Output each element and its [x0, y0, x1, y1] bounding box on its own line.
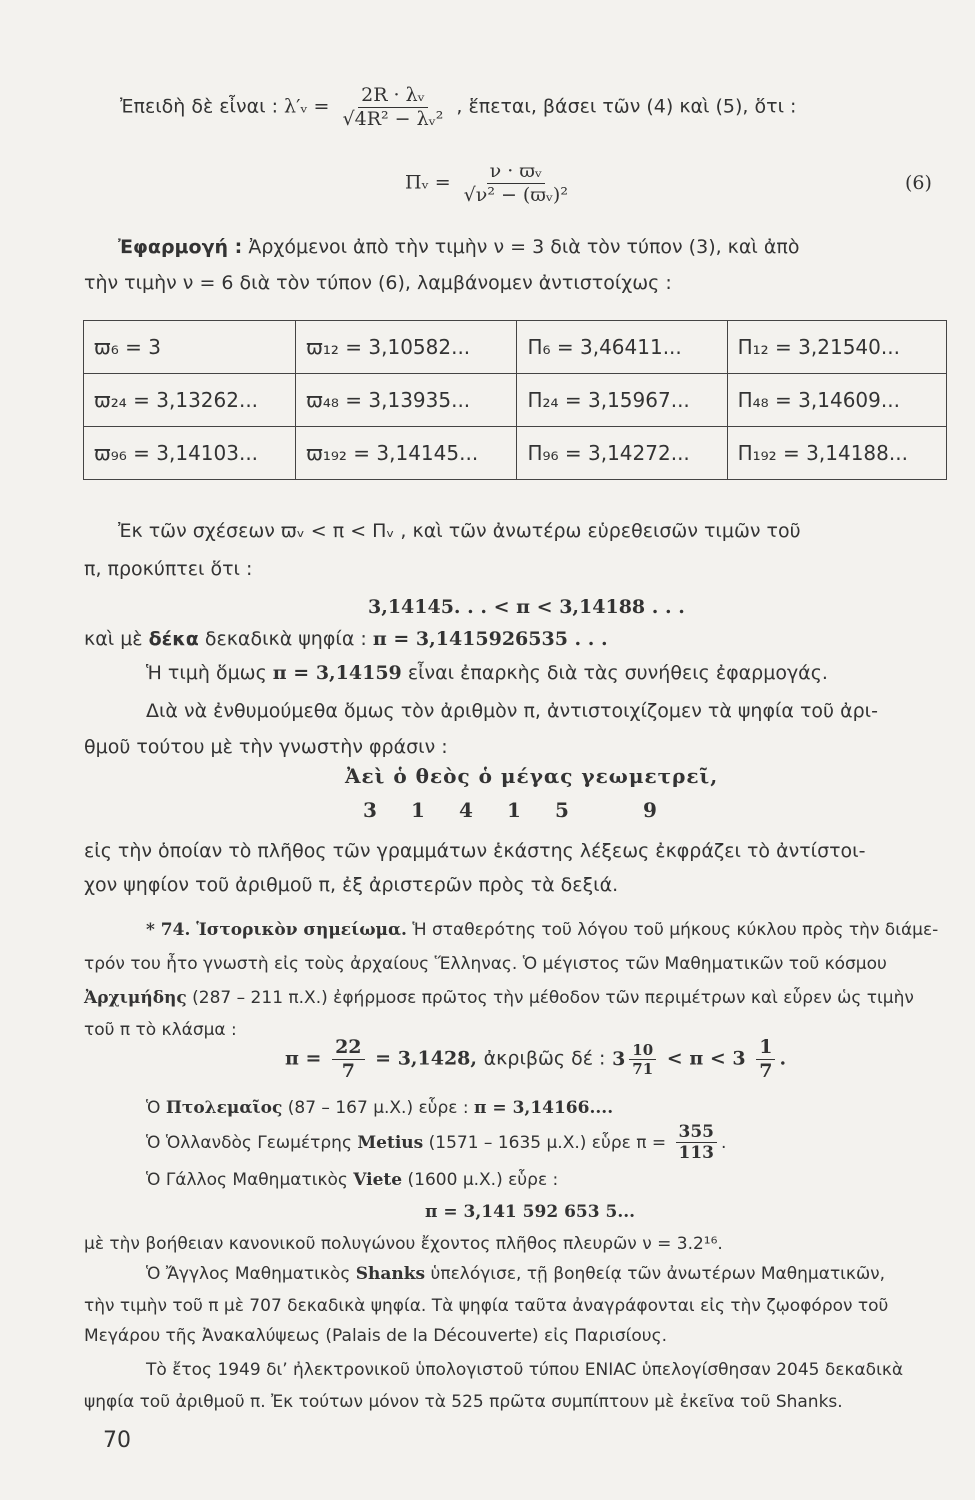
- met-end: .: [721, 1132, 727, 1153]
- pi-inequality: 3,14145. . . < π < 3,14188 . . .: [368, 596, 685, 618]
- mnemonic-digit: 3: [363, 798, 377, 822]
- mnemonic-line-1: εἰς τὴν ὁποίαν τὸ πλῆθος τῶν γραμμάτων ἑκάστης λέξεως ἐκφράζει τὸ ἀντίστοι-: [84, 840, 866, 862]
- pi-ten-decimals: π = 3,1415926535 . . .: [372, 628, 608, 650]
- ptolemy-name: Πτολεμαῖος: [165, 1098, 283, 1118]
- shanks-line-1: [146, 1264, 885, 1284]
- eq6-numerator: ν · ϖᵥ: [487, 160, 545, 184]
- relation-line-2: π, προκύπτει ὅτι :: [84, 558, 253, 580]
- viete-intro: Ὁ Γάλλος Μαθηματικὸς: [146, 1170, 348, 1190]
- values-table: [83, 320, 947, 480]
- history-l3-text: (287 – 211 π.Χ.) ἐφήρμοσε πρῶτος τὴν μέθοδον τῶν περιμέτρων καὶ εὗρεν ὡς τιμὴν: [192, 988, 914, 1008]
- table-cell: ϖ₁₂ = 3,10582...: [296, 321, 517, 374]
- met-den: 113: [678, 1143, 714, 1164]
- relation-line-1: Ἐκ τῶν σχέσεων ϖᵥ < π < Πᵥ , καὶ τῶν ἀνωτέρω εὑρεθεισῶν τιμῶν τοῦ: [118, 520, 801, 542]
- mnemonic-phrase: Ἀεὶ ὁ θεὸς ὁ μέγας γεωμετρεῖ,: [345, 764, 719, 788]
- mnemonic-digit: 5: [555, 798, 569, 822]
- history-line-3: [84, 988, 914, 1008]
- eniac-line-1: Τὸ ἔτος 1949 δι’ ἠλεκτρονικοῦ ὑπολογιστοῦ τύπου ENIAC ὑπελογίσθησαν 2045 δεκαδικὰ: [146, 1360, 904, 1380]
- metius-name: Metius: [357, 1132, 424, 1153]
- met-dates: (1571 – 1635 μ.Χ.) εὗρε π =: [428, 1132, 667, 1153]
- equation-lambda: [120, 84, 796, 131]
- table-cell: ϖ₂₄ = 3,13262...: [84, 374, 296, 427]
- mnemonic-digit: 1: [507, 798, 521, 822]
- eq5-lhs: λ′ᵥ =: [284, 95, 330, 118]
- mnemonic-digit: 9: [643, 798, 657, 822]
- viete-name: Viete: [353, 1170, 403, 1190]
- arch-fraction: [332, 1036, 364, 1083]
- history-l1-text: Ἡ σταθερότης τοῦ λόγου τοῦ μήκους κύκλου πρὸς τὴν διάμε-: [412, 920, 939, 940]
- viete-line: [146, 1170, 558, 1190]
- relation-line-3: [84, 628, 608, 650]
- page-number: 70: [103, 1428, 131, 1453]
- table-cell: ϖ₆ = 3: [84, 321, 296, 374]
- arch-hi-num: 1: [756, 1036, 775, 1060]
- mnemonic-digit: 1: [411, 798, 425, 822]
- arch-value: = 3,1428,: [375, 1047, 478, 1070]
- arch-lhs: π =: [285, 1047, 322, 1070]
- table-cell: ϖ₄₈ = 3,13935...: [296, 374, 517, 427]
- mnemonic-digit: 4: [459, 798, 473, 822]
- pi-five-decimals: π = 3,14159: [272, 662, 402, 684]
- eq5-tail: , ἕπεται, βάσει τῶν (4) καὶ (5), ὅτι :: [456, 95, 797, 118]
- table-cell: Π₂₄ = 3,15967...: [517, 374, 727, 427]
- archimedes-formula: [285, 1036, 786, 1083]
- history-line-1: [146, 920, 938, 940]
- table-cell: ϖ₁₉₂ = 3,14145...: [296, 427, 517, 480]
- eq6-denominator: √ν² − (ϖᵥ)²: [463, 183, 568, 206]
- ptol-article: Ὁ: [146, 1098, 161, 1118]
- ptolemy-line: [146, 1098, 613, 1118]
- arch-lo-num: 10: [629, 1041, 656, 1060]
- eq5-numerator: 2R · λᵥ: [358, 84, 428, 108]
- arch-den: 7: [341, 1059, 355, 1082]
- table-cell: Π₉₆ = 3,14272...: [517, 427, 727, 480]
- shanks-text: ὑπελόγισε, τῇ βοηθείᾳ τῶν ἀνωτέρων Μαθηματικῶν,: [430, 1264, 886, 1284]
- met-num: 355: [676, 1122, 718, 1143]
- arch-end: .: [779, 1047, 787, 1070]
- arch-precise-label: ἀκριβῶς δέ :: [483, 1047, 606, 1070]
- equation-6: [405, 160, 575, 207]
- shanks-line-3: Μεγάρου τῆς Ἀνακαλύψεως (Palais de la Découverte) εἰς Παρισίους.: [84, 1326, 668, 1346]
- eq6-lhs: Πᵥ =: [405, 171, 451, 194]
- eniac-line-2: ψηφία τοῦ ἀριθμοῦ π. Ἐκ τούτων μόνον τὰ 525 πρῶτα συμπίπτουν μὲ ἐκεῖνα τοῦ Shanks.: [84, 1392, 843, 1412]
- arch-lower-bound: [612, 1041, 660, 1078]
- application-line-1: [118, 236, 799, 258]
- ptol-value: π = 3,14166....: [474, 1098, 614, 1118]
- archimedes-name: Ἀρχιμήδης: [84, 988, 187, 1008]
- arch-lo-den: 71: [632, 1059, 654, 1078]
- table-row: [84, 321, 947, 374]
- application-line-2: τὴν τιμὴν ν = 6 διὰ τὸν τύπον (6), λαμβάνομεν ἀντιστοίχως :: [84, 272, 672, 294]
- metius-line: [146, 1122, 726, 1164]
- table-row: [84, 374, 947, 427]
- relation-line-6: θμοῦ τούτου μὲ τὴν γνωστὴν φράσιν :: [84, 736, 448, 758]
- table-cell: Π₁₉₂ = 3,14188...: [727, 427, 946, 480]
- arch-hi-fraction: [756, 1036, 775, 1083]
- mnemonic-digits: [346, 798, 674, 822]
- arch-middle: < π < 3: [666, 1047, 746, 1070]
- eq5-denominator: √4R² − λᵥ²: [342, 107, 444, 130]
- shanks-intro: Ὁ Ἄγγλος Μαθηματικὸς: [146, 1264, 351, 1284]
- application-heading: Ἐφαρμογή :: [118, 236, 243, 258]
- application-text-1: Ἀρχόμενοι ἀπὸ τὴν τιμὴν ν = 3 διὰ τὸν τύπον (3), καὶ ἀπὸ: [248, 236, 800, 258]
- history-heading: * 74. Ἱστορικὸν σημείωμα.: [146, 920, 407, 940]
- eq6-label: (6): [905, 172, 932, 194]
- eq5-fraction: [340, 84, 447, 131]
- table-cell: ϖ₉₆ = 3,14103...: [84, 427, 296, 480]
- met-fraction: [676, 1122, 718, 1164]
- table-row: [84, 427, 947, 480]
- eq5-intro: Ἐπειδὴ δὲ εἶναι :: [120, 95, 278, 118]
- viete-dates: (1600 μ.Χ.) εὗρε :: [407, 1170, 559, 1190]
- table-cell: Π₆ = 3,46411...: [517, 321, 727, 374]
- relation-l3-start: καὶ μὲ: [84, 628, 143, 650]
- ptol-dates: (87 – 167 μ.Χ.) εὗρε :: [287, 1098, 469, 1118]
- relation-l4-start: Ἡ τιμὴ ὅμως: [146, 662, 267, 684]
- eq6-fraction: [461, 160, 571, 207]
- arch-num: 22: [332, 1036, 364, 1060]
- shanks-name: Shanks: [355, 1264, 426, 1284]
- relation-l3-ten: δέκα: [148, 628, 199, 650]
- table-cell: Π₁₂ = 3,21540...: [727, 321, 946, 374]
- relation-line-4: [146, 662, 828, 684]
- history-line-4: τοῦ π τὸ κλάσμα :: [84, 1020, 237, 1040]
- relation-l3-digits: δεκαδικὰ ψηφία :: [204, 628, 367, 650]
- arch-lo-whole: 3: [612, 1048, 626, 1071]
- relation-line-5: Διὰ νὰ ἐνθυμούμεθα ὅμως τὸν ἀριθμὸν π, ἀντιστοιχίζομεν τὰ ψηφία τοῦ ἀρι-: [146, 700, 878, 722]
- table-cell: Π₄₈ = 3,14609...: [727, 374, 946, 427]
- history-line-2: τρόν του ἦτο γνωστὴ εἰς τοὺς ἀρχαίους Ἕλληνας. Ὁ μέγιστος τῶν Μαθηματικῶν τοῦ κόσμου: [84, 954, 887, 974]
- mnemonic-line-2: χον ψηφίον τοῦ ἀριθμοῦ π, ἐξ ἀριστερῶν πρὸς τὰ δεξιά.: [84, 874, 619, 896]
- viete-line-2: μὲ τὴν βοήθειαν κανονικοῦ πολυγώνου ἔχοντος πλῆθος πλευρῶν ν = 3.2¹⁶.: [84, 1234, 723, 1254]
- viete-value: π = 3,141 592 653 5...: [425, 1202, 636, 1222]
- shanks-line-2: τὴν τιμὴν τοῦ π μὲ 707 δεκαδικὰ ψηφία. Τὰ ψηφία ταῦτα ἀναγράφονται εἰς τὴν ζῳοφόρον τοῦ: [84, 1296, 889, 1316]
- relation-l4-end: εἶναι ἐπαρκὴς διὰ τὰς συνήθεις ἐφαρμογάς.: [407, 662, 828, 684]
- met-intro: Ὁ Ὁλλανδὸς Γεωμέτρης: [146, 1132, 352, 1153]
- arch-lo-fraction: [629, 1041, 656, 1078]
- arch-hi-den: 7: [759, 1059, 773, 1082]
